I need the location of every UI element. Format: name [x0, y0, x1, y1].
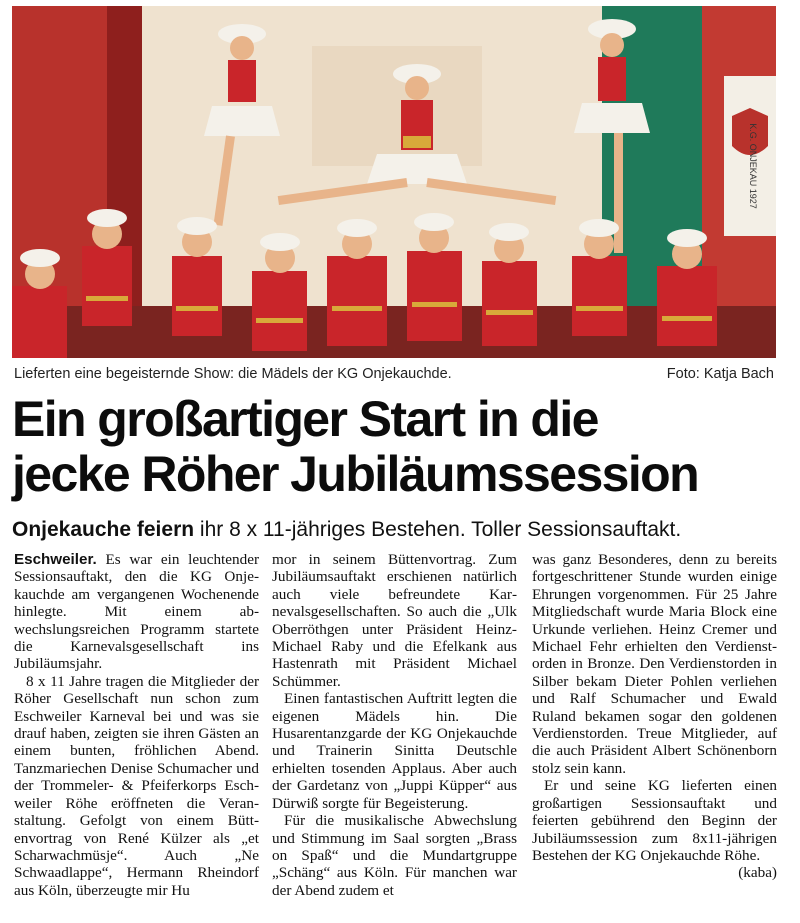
- article-column-1: [14, 551, 259, 899]
- paragraph-text: Es war ein leuchtender Sessionsauftakt, den die KG Onjekauchde am vergangenen Wochenende hinlegte. Mit einem abwechslungsreichen Programm startete die Karnevalsgesellschaft ins Jubiläumsjahr.: [14, 551, 259, 673]
- photo-caption-row: [14, 366, 774, 386]
- paragraph: was ganz Besonderes, denn zu bereits fortgeschrittener Stunde wurden einige Ehrungen vorgenommen. Für 25 Jahre Mitgliedschaft wurde Maria Block eine Urkunde verliehen. Heinz Cremer und Michael Fehr erhielten den Verdienstorden in Bronze. Den Verdienstorden in Silber bekam Dieter Pohlen verliehen und Ralf Schumacher und Ewald Ruland bekamen sogar den goldenen Verdienstorden. Treue Mitglieder, auf die auch Präsident Albert Schönenborn stolz sein kann.: [532, 551, 777, 777]
- paragraph: mor in seinem Büttenvortrag. Zum Jubiläumsauftakt erschienen natürlich auch viele befreundete Karnevalsgesellschaften. So auch die „Ulk Oberröthgen unter Präsident Heinz-Michael Raby und die Efelkank aus Hastenrath mit Präsident Michael Schümmer.: [272, 551, 517, 690]
- dateline: Eschweiler.: [14, 551, 97, 568]
- svg-text:K.G. ONJEKAU 1927: K.G. ONJEKAU 1927: [748, 123, 758, 209]
- paragraph: Einen fantastischen Auftritt legten die eigenen Mädels hin. Die Husarentanzgarde der KG Onjekauchde und Trainerin Sinitta Deutschle erhielten tosenden Applaus. Aber auch der Gardetanz von „Juppi Küpper“ aus Dürwiß sorgte für Begeisterung.: [272, 690, 517, 812]
- paragraph: [14, 551, 259, 673]
- paragraph: [532, 777, 777, 882]
- paragraph-text: Er und seine KG lieferten einen großartigen Sessionsauftakt und feierten gebührend den Beginn der Jubiläumssession zum 8x11-jährigen Bestehen der KG Onjekauchde Röhe.: [532, 777, 777, 864]
- photo-caption: Lieferten eine begeisternde Show: die Mädels der KG Onjekauchde.: [14, 366, 452, 382]
- article-column-2: [272, 551, 517, 899]
- headline-line-1: Ein großartiger Start in die: [12, 391, 598, 447]
- dancers-photo: [12, 6, 776, 358]
- headline-line-2: jecke Röher Jubiläumssession: [12, 446, 699, 502]
- article-column-3: [532, 551, 777, 882]
- subhead-bold: Onjekauche feiern: [12, 518, 195, 541]
- subhead-text: ihr 8 x 11-jähriges Bestehen. Toller Sessionsauftakt.: [194, 518, 682, 541]
- subheadline: [12, 517, 788, 543]
- author-signoff: (kaba): [738, 864, 777, 882]
- photo-credit: Foto: Katja Bach: [666, 366, 774, 382]
- paragraph: Für die musikalische Abwechslung und Stimmung im Saal sorgten „Brass on Spaß“ und die Mundartgruppe „Schäng“ aus Köln. Für manchen war der Abend zudem et: [272, 812, 517, 899]
- paragraph: 8 x 11 Jahre tragen die Mitglieder der Röher Gesellschaft nun schon zum Eschweiler Karneval bei und was sie drauf haben, zeigten sie ihren Gästen an einem bunten, fröhlichen Abend. Tanzmariechen Denise Schumacher und der Trommeler- & Pfeiferkorps Eschweiler Röhe eröffneten die Veranstaltung. Gefolgt von einem Büttenvortrag von René Külzer als „et Scharwachmüsje“. Auch „Ne Schwaadlappe“, Hermann Rheindorf aus Köln, überzeugte mir Hu: [14, 672, 259, 899]
- dancers-illustration: [12, 6, 776, 358]
- headline: [12, 392, 788, 502]
- club-banner: [724, 76, 776, 236]
